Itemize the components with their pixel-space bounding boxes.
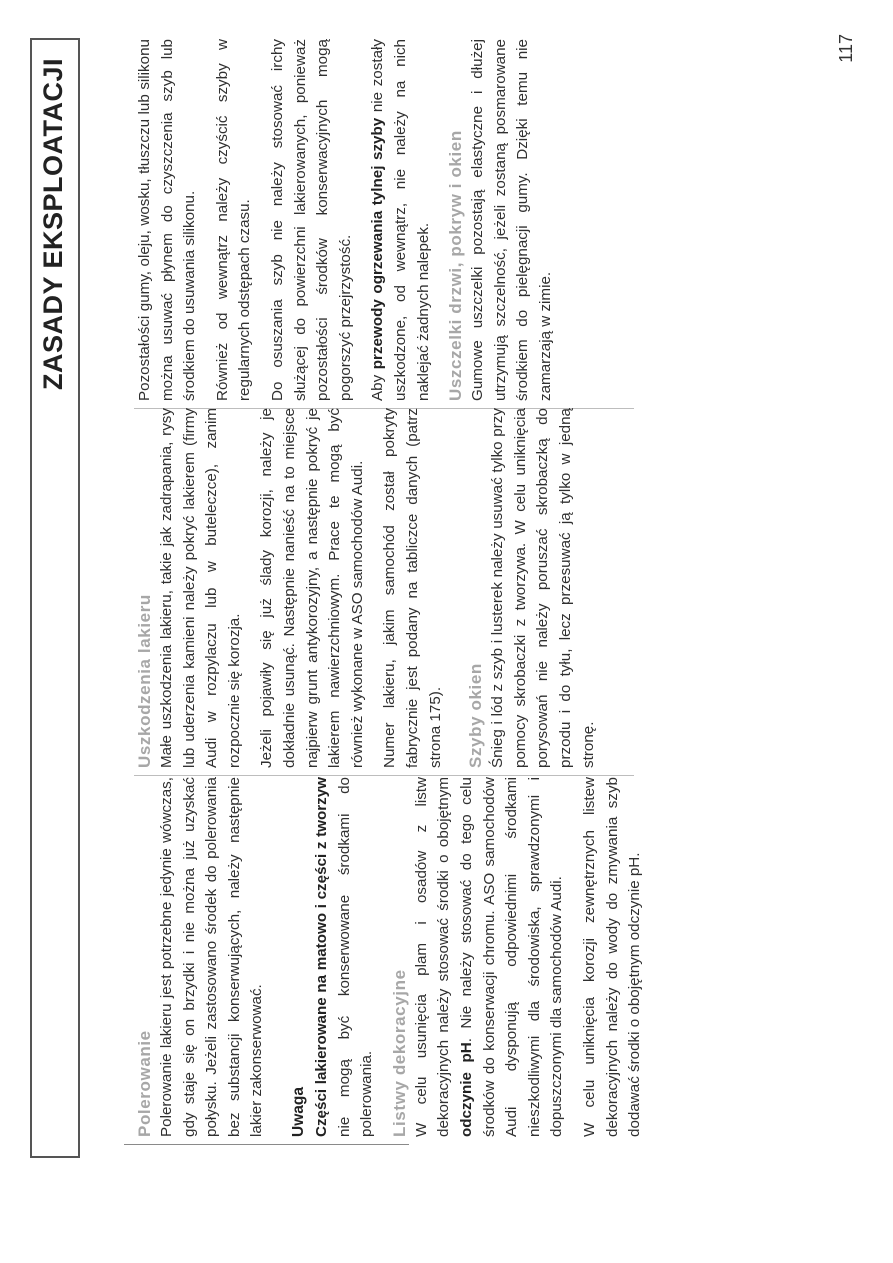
section-heading-uszczelki: Uszczelki drzwi, pokryw i okien [446, 130, 466, 401]
text: W celu usunięcia plam i osadów z listw dekoracyjnych należy stosować środki o obojętnym [412, 777, 453, 1137]
text: Aby [369, 369, 387, 401]
paragraph: Gumowe uszczelki pozostają elastyczne i dłużej utrzymują szczelność, jeżeli zostaną posmarowane środkiem do pielęgnacji gumy. Dzięki temu nie zamarzają w zimie. [469, 39, 554, 401]
text: nie mogą być konserwowane środkami do polerowania. [335, 777, 376, 1137]
paragraph: Do osuszania szyb nie należy stosować irchy służącej do powierzchni lakierowanych, ponieważ pozostałości środków konserwacyjnych mogą pogorszyć przejrzystość. [268, 39, 354, 401]
section-heading-polerowanie: Polerowanie [135, 1030, 154, 1137]
text: . Nie należy stosować do tego celu środków do konserwacji chromu. ASO samochodów Audi dysponują odpowiednimi środkami nieszkodliwymi dla środowiska, sprawdzonymi i dopuszczonymi dla samochodów Audi. [457, 777, 566, 1137]
paragraph: Również od wewnątrz należy czyścić szyby w regularnych odstępach czasu. [213, 39, 254, 401]
paragraph: Pozostałości gumy, oleju, wosku, tłuszczu lub silikonu można usuwać płynem do czyszczenia szyb lub środkiem do usuwania silikonu. [136, 39, 199, 401]
paragraph [367, 39, 435, 401]
paragraph [411, 777, 569, 1137]
section-heading-szyby: Szyby okien [466, 663, 486, 768]
paragraph: Numer lakieru, jakim samochód został pokryty fabrycznie jest podany na tabliczce danych (patrz strona 175). [381, 408, 444, 768]
page-number: 117 [836, 34, 856, 63]
paragraph: Śnieg i lód z szyb i lusterek należy usuwać tylko przy pomocy skrobaczki z tworzywa. W celu uniknięcia porysowań nie należy poruszać skrobaczką do przodu i do tyłu, lecz przesuwać ją tylko w jedną stronę. [489, 408, 597, 768]
paragraph: W celu uniknięcia korozji zewnętrznych listew dekoracyjnych należy do wody do zmywania szyb dodawać środki o obojętnym odczynie pH. [580, 777, 644, 1137]
section-heading-uszkodzenia: Uszkodzenia lakieru [135, 594, 154, 768]
column-1 [134, 777, 657, 1137]
section-heading-listwy: Listwy dekoracyjne [389, 969, 409, 1137]
column-2 [134, 408, 610, 768]
note-heading: Uwaga [289, 1087, 307, 1137]
paragraph: Jeżeli pojawiły się już ślady korozji, należy je dokładnie usunąć. Następnie nanieść na to miejsce najpierw grunt antykorozyjny, a następnie pokryć je lakierem nawierzchniowym. Prace te mogą być również wykonane w ASO samochodów Audi. [258, 408, 366, 768]
bold-text: Części lakierowane na matowo i części z tworzyw [312, 777, 330, 1137]
column-divider [124, 1144, 409, 1145]
bold-text: przewody ogrzewania tylnej szyby [369, 117, 387, 370]
paragraph: Małe uszkodzenia lakieru, takie jak zadrapania, rysy lub uderzenia kamieni należy pokryć lakierem (firmy Audi w rozpylaczu lub w buteleczce), zanim rozpocznie się korozja. [158, 408, 243, 768]
page-title: ZASADY EKSPLOATACJI [38, 58, 68, 391]
column-divider [134, 775, 634, 776]
paragraph: Polerowanie lakieru jest potrzebne jedynie wówczas, gdy staje się on brzydki i nie można już uzyskać połysku. Jeżeli zastosowano środek do polerowania bez substancji konserwujących, należy następnie lakier zakonserwować. [158, 777, 266, 1137]
text: nie zostały uszkodzone, od wewnątrz, nie należy na nich naklejać żadnych nalepek. [369, 39, 432, 401]
header-bar [30, 38, 80, 1158]
bold-text: odczynie pH [457, 1042, 475, 1137]
note-paragraph [311, 777, 379, 1137]
column-3 [134, 39, 568, 401]
